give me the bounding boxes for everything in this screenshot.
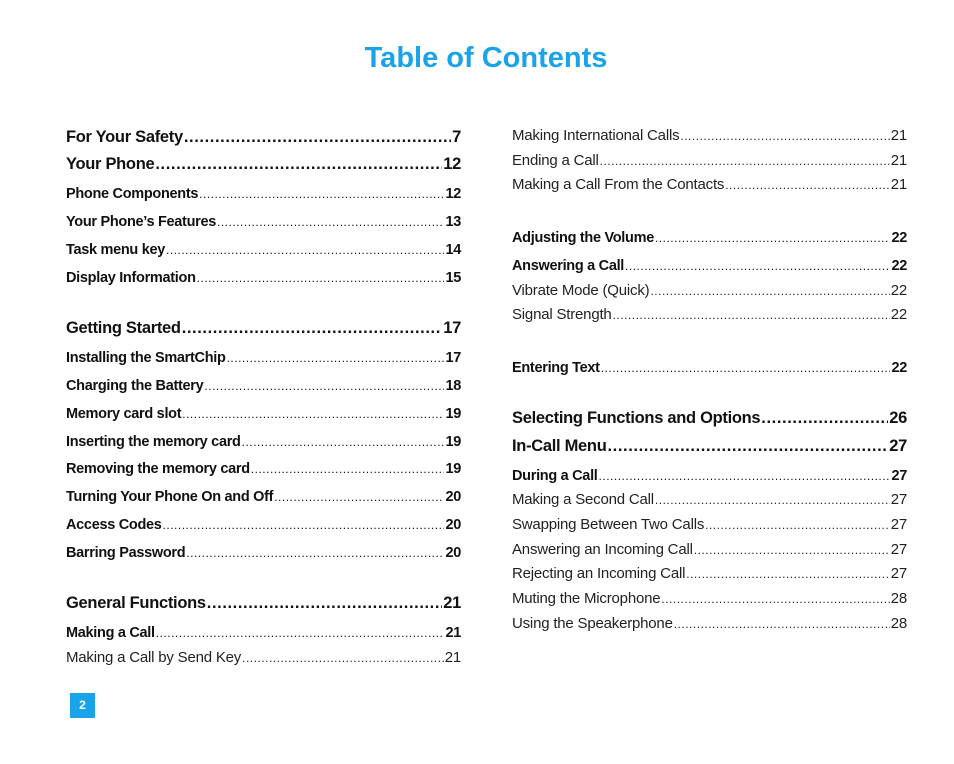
toc-entry-label: Swapping Between Two Calls — [512, 516, 705, 533]
toc-entry-page: 21 — [890, 152, 907, 169]
toc-entry[interactable] — [66, 153, 461, 175]
toc-entry-page: 20 — [445, 545, 461, 561]
toc-entry-label: Entering Text — [512, 360, 600, 376]
toc-leader-dots — [166, 240, 444, 260]
toc-entry-page: 14 — [445, 242, 461, 258]
toc-entry-page: 12 — [443, 155, 461, 173]
toc-entry[interactable] — [512, 358, 907, 378]
toc-entry-page: 22 — [891, 258, 907, 274]
toc-leader-dots — [599, 466, 891, 486]
toc-leader-dots — [242, 648, 444, 668]
toc-entry-page: 19 — [445, 434, 461, 450]
toc-entry[interactable] — [66, 376, 461, 396]
toc-entry-page: 13 — [445, 214, 461, 230]
toc-entry-page: 27 — [890, 491, 907, 508]
toc-entry[interactable] — [512, 305, 907, 325]
toc-entry[interactable] — [66, 240, 461, 260]
toc-entry-page: 22 — [890, 306, 907, 323]
toc-entry-page: 22 — [891, 360, 907, 376]
toc-leader-dots — [655, 490, 890, 510]
toc-entry-label: Using the Speakerphone — [512, 615, 673, 632]
toc-leader-dots — [197, 268, 445, 288]
toc-entry[interactable] — [512, 228, 907, 248]
toc-entry[interactable] — [66, 126, 461, 148]
toc-leader-dots — [156, 623, 445, 643]
toc-entry-label: Memory card slot — [66, 406, 182, 422]
toc-entry[interactable] — [512, 564, 907, 584]
toc-leader-dots — [163, 515, 445, 535]
toc-entry[interactable] — [66, 404, 461, 424]
toc-leader-dots — [686, 564, 889, 584]
toc-entry-label: Making International Calls — [512, 127, 680, 144]
toc-entry[interactable] — [66, 648, 461, 668]
toc-leader-dots — [204, 376, 444, 396]
toc-leader-dots — [227, 348, 445, 368]
toc-entry-page: 20 — [445, 489, 461, 505]
toc-entry-label: Adjusting the Volume — [512, 230, 654, 246]
toc-entry[interactable] — [512, 151, 907, 171]
toc-leader-dots — [674, 614, 890, 634]
toc-entry-label: Your Phone’s Features — [66, 214, 217, 230]
toc-entry-label: Installing the SmartChip — [66, 350, 226, 366]
toc-leader-dots — [155, 153, 442, 175]
toc-entry-label: General Functions — [66, 594, 206, 612]
toc-leader-dots — [680, 126, 889, 146]
toc-entry-label: Ending a Call — [512, 152, 599, 169]
toc-entry-label: Phone Components — [66, 186, 199, 202]
toc-entry-page: 27 — [891, 468, 907, 484]
toc-entry[interactable] — [66, 487, 461, 507]
toc-entry-label: Selecting Functions and Options — [512, 409, 761, 427]
toc-entry-page: 18 — [445, 378, 461, 394]
toc-entry-label: Vibrate Mode (Quick) — [512, 282, 650, 299]
toc-entry-page: 28 — [890, 615, 907, 632]
toc-leader-dots — [186, 543, 444, 563]
toc-entry-page: 21 — [443, 594, 461, 612]
page-title: Table of Contents — [364, 42, 608, 74]
toc-leader-dots — [184, 126, 451, 148]
toc-leader-dots — [650, 281, 889, 301]
toc-entry-page: 12 — [445, 186, 461, 202]
toc-entry-label: In-Call Menu — [512, 437, 607, 455]
toc-entry-label: Access Codes — [66, 517, 162, 533]
toc-entry-page: 19 — [445, 461, 461, 477]
toc-entry-label: Your Phone — [66, 155, 155, 173]
toc-entry[interactable] — [512, 256, 907, 276]
toc-entry-label: Task menu key — [66, 242, 165, 258]
toc-entry-page: 28 — [890, 590, 907, 607]
toc-entry[interactable] — [512, 407, 907, 429]
toc-leader-dots — [601, 358, 891, 378]
toc-entry[interactable] — [66, 543, 461, 563]
toc-leader-dots — [661, 589, 889, 609]
toc-entry[interactable] — [66, 459, 461, 479]
toc-leader-dots — [600, 151, 890, 171]
toc-entry[interactable] — [512, 614, 907, 634]
toc-entry-page: 27 — [890, 516, 907, 533]
toc-leader-dots — [705, 515, 890, 535]
toc-entry[interactable] — [66, 184, 461, 204]
toc-entry-label: Answering an Incoming Call — [512, 541, 693, 558]
toc-entry-page: 22 — [890, 282, 907, 299]
toc-entry[interactable] — [66, 268, 461, 288]
toc-entry-page: 26 — [889, 409, 907, 427]
toc-entry-label: Charging the Battery — [66, 378, 204, 394]
toc-entry-page: 15 — [445, 270, 461, 286]
toc-leader-dots — [199, 184, 444, 204]
toc-entry-label: Display Information — [66, 270, 196, 286]
toc-entry[interactable] — [512, 175, 907, 195]
toc-leader-dots — [251, 459, 445, 479]
toc-entry-label: During a Call — [512, 468, 598, 484]
toc-entry-label: Making a Call From the Contacts — [512, 176, 725, 193]
toc-entry[interactable] — [512, 281, 907, 301]
toc-entry-page: 21 — [890, 127, 907, 144]
toc-leader-dots — [694, 540, 890, 560]
toc-leader-dots — [655, 228, 891, 248]
toc-entry[interactable] — [512, 515, 907, 535]
toc-entry-page: 27 — [889, 437, 907, 455]
toc-leader-dots — [217, 212, 444, 232]
toc-leader-dots — [207, 592, 442, 614]
toc-entry-page: 21 — [890, 176, 907, 193]
toc-entry[interactable] — [66, 515, 461, 535]
toc-entry-page: 21 — [444, 649, 461, 666]
toc-entry[interactable] — [66, 212, 461, 232]
toc-entry-page: 19 — [445, 406, 461, 422]
page-number-badge: 2 — [70, 693, 95, 718]
toc-entry-label: For Your Safety — [66, 128, 183, 146]
toc-leader-dots — [607, 435, 888, 457]
toc-leader-dots — [625, 256, 890, 276]
toc-entry-page: 17 — [445, 350, 461, 366]
toc-leader-dots — [761, 407, 888, 429]
toc-entry-label: Making a Second Call — [512, 491, 654, 508]
toc-entry[interactable] — [66, 592, 461, 614]
toc-entry[interactable] — [512, 126, 907, 146]
toc-entry-label: Rejecting an Incoming Call — [512, 565, 686, 582]
toc-leader-dots — [274, 487, 444, 507]
toc-entry[interactable] — [512, 490, 907, 510]
toc-entry[interactable] — [512, 466, 907, 486]
toc-leader-dots — [182, 317, 443, 339]
toc-leader-dots — [182, 404, 444, 424]
toc-entry-label: Answering a Call — [512, 258, 625, 274]
toc-entry-page: 17 — [443, 319, 461, 337]
toc-entry-page: 22 — [891, 230, 907, 246]
toc-entry-label: Inserting the memory card — [66, 434, 241, 450]
toc-entry[interactable] — [512, 589, 907, 609]
toc-entry-page: 7 — [452, 128, 461, 146]
toc-entry-label: Making a Call — [66, 625, 155, 641]
toc-entry-page: 20 — [445, 517, 461, 533]
toc-entry[interactable] — [66, 432, 461, 452]
toc-entry-page: 21 — [445, 625, 461, 641]
toc-entry[interactable] — [66, 317, 461, 339]
toc-entry-label: Turning Your Phone On and Off — [66, 489, 274, 505]
toc-entry-label: Removing the memory card — [66, 461, 250, 477]
toc-entry[interactable] — [66, 348, 461, 368]
toc-leader-dots — [725, 175, 889, 195]
toc-entry-page: 27 — [890, 541, 907, 558]
toc-entry-label: Signal Strength — [512, 306, 612, 323]
toc-entry[interactable] — [512, 435, 907, 457]
toc-entry[interactable] — [512, 540, 907, 560]
toc-leader-dots — [242, 432, 445, 452]
toc-entry-label: Getting Started — [66, 319, 181, 337]
toc-entry-page: 27 — [890, 565, 907, 582]
toc-entry-label: Making a Call by Send Key — [66, 649, 242, 666]
toc-entry-label: Muting the Microphone — [512, 590, 661, 607]
toc-entry-label: Barring Password — [66, 545, 186, 561]
toc-leader-dots — [613, 305, 890, 325]
toc-entry[interactable] — [66, 623, 461, 643]
